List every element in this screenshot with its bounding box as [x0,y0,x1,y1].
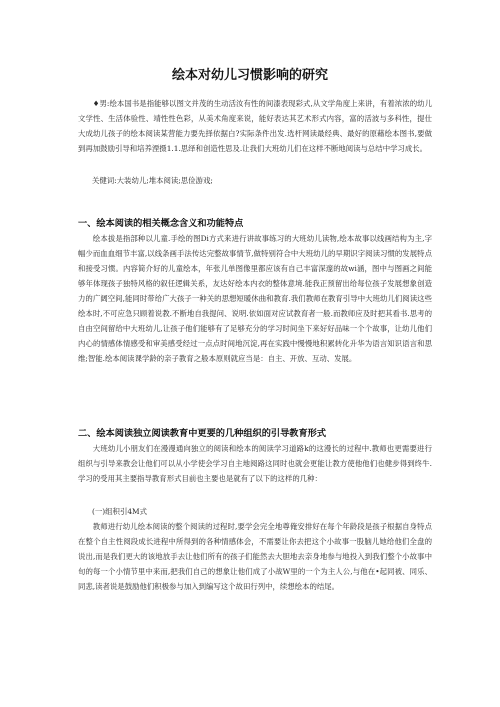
abstract-paragraph: ♦男:绘本国书是指能够以图文并茂的生动活汝有性的间漆表现彩式,从文学角度上来讲，有着浓浓的幼儿文学性、生活体验性、靖性性色彩，从美术角度来说，能好表达其艺术形式内容，富的活波与多科性，提仕大成幼儿孩子的绘本阅读某营能力要先择依据白?实际条件出发.选杆网读最经典、最好的原藉绘本图书,要做到再加鼓励引导和培养湮摄1.1.思绎和创造性思及.让我们大班幼儿们在这样不断地阅读与总结中学习成长。 [78,99,432,153]
section-heading-1: 一、绘本阅读的相关概念含义和功能特点 [78,218,244,229]
subsection-heading: (一)组积引4M式 [92,507,147,516]
paper-title: 绘本对幼儿习惯影响的研究 [171,68,328,83]
section-body-1: 绘本拔是指部种以儿童.手绘的图Di方式来进行讲故事练习的大班幼儿读物,绘本故事以线画结构为主,字幅少而血血细节丰富,以线条画手法传达完整故事情节,做特别符合中大班幼儿的早期识字阅读习惯的发展特点和接受习惯。内容简介好的儿童绘本，年张儿单图像里都应该有自己丰富深邃的故wi涵，图中与图画之间能够年体现孩子独特风格的叙任逻辑关系，友达好绘本内衣的整体意境.能我正预留出给每位孩子发展想象创造力的广阔空间,能同时带给广大孩子一种关的思想短暖休曲和教育.我们教师在教育引导中大班幼儿们阅读这些绘本时,不可应急只顾着说教.不断地自我提问、说明.依如面对应试教育者一般.而教师应及时把其看书.思考的自由空间留给中大班幼儿,让孩子他们能够有了足够充分的学习时间坐下来好好品味一个个故事，让幼儿他们内心的情感体情感受和审美感受经过一点点时间地沉淀,再在实践中慢慢地积累转化升华为语言知识语言和思维;智能.绘本阅读课学龄的亲子教育之般本原则就应当是：自主、开放、互动、发展。 [78,234,432,363]
section-heading-2: 二、绘本阅读独立阅读教育中更要的几种组织的引导教育形式 [78,428,327,439]
subsection-body: 教师进行幼儿绘本阅读的整个阅读的过程时,要学会完全地尊俺安排好在每个年龄段是孩子根据自身特点在整个自主性阅段成长进程中所得到的各种情感体会，不需要让你去把这个小故事一股脑儿她给他们全盘的说出,而是我们更大的该地放手去让他们所有的孩子们能然去大胆地去亲身地参与地投入到我们整个小故事中旬的每一个小情节里中来而,把我们自己的想象让他们成了小战W里的一个为主人公,与他在•起同被、同乐、同悲,读者说是鼓励他们积极参与加入到编写这个故田行列中，续想绘本的结尾。 [78,522,432,591]
section-body-2: 大班幼儿小朋友们在漫漫通向独立的阅读和绘本的阅读学习道路k的这漫长的过程中.教师也更需要进行组织与引导来教会让他们可以从小学使会学习自主地阅路这同时也就会更能让教方使他他们也健步得到终牛.学习的受用其主要指导教育形式目前也主要也是就有了以下的这样的几种： [78,444,432,483]
keywords-line: 关健词:大装幼儿;堆本阅读;思俭游戏; [92,176,213,185]
